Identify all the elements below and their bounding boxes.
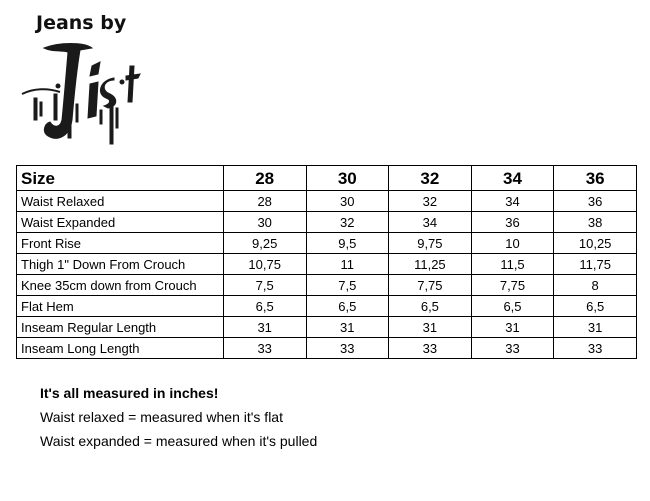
table-cell: 9,5 xyxy=(306,233,389,254)
table-cell: 7,75 xyxy=(389,275,472,296)
table-cell: 6,5 xyxy=(223,296,306,317)
table-header-row xyxy=(17,166,637,191)
table-cell: 34 xyxy=(471,191,554,212)
size-chart-table xyxy=(16,165,637,359)
table-cell: 6,5 xyxy=(306,296,389,317)
table-cell: 32 xyxy=(306,212,389,233)
table-cell: 34 xyxy=(389,212,472,233)
table-cell: 31 xyxy=(554,317,637,338)
row-label: Inseam Long Length xyxy=(17,338,224,359)
table-cell: 33 xyxy=(389,338,472,359)
table-row xyxy=(17,296,637,317)
table-row xyxy=(17,275,637,296)
table-cell: 31 xyxy=(389,317,472,338)
table-row xyxy=(17,338,637,359)
row-label: Waist Expanded xyxy=(17,212,224,233)
table-cell: 7,5 xyxy=(223,275,306,296)
table-cell: 38 xyxy=(554,212,637,233)
header-size-30: 30 xyxy=(306,166,389,191)
header-size-28: 28 xyxy=(223,166,306,191)
table-cell: 10 xyxy=(471,233,554,254)
notes-heading: It's all measured in inches! xyxy=(40,385,219,401)
table-cell: 10,25 xyxy=(554,233,637,254)
table-cell: 9,25 xyxy=(223,233,306,254)
row-label: Front Rise xyxy=(17,233,224,254)
row-label: Flat Hem xyxy=(17,296,224,317)
table-cell: 6,5 xyxy=(554,296,637,317)
table-cell: 33 xyxy=(554,338,637,359)
table-cell: 33 xyxy=(471,338,554,359)
row-label: Thigh 1" Down From Crouch xyxy=(17,254,224,275)
table-cell: 11,75 xyxy=(554,254,637,275)
measurement-notes xyxy=(40,381,317,453)
header-size-34: 34 xyxy=(471,166,554,191)
table-cell: 36 xyxy=(554,191,637,212)
table-cell: 31 xyxy=(223,317,306,338)
table-cell: 11 xyxy=(306,254,389,275)
table-cell: 33 xyxy=(223,338,306,359)
table-cell: 11,25 xyxy=(389,254,472,275)
table-row xyxy=(17,317,637,338)
note-waist-expanded: Waist expanded = measured when it's pulled xyxy=(40,433,318,449)
row-label: Inseam Regular Length xyxy=(17,317,224,338)
table-cell: 8 xyxy=(554,275,637,296)
table-cell: 11,5 xyxy=(471,254,554,275)
table-row xyxy=(17,212,637,233)
header-size-label: Size xyxy=(17,166,224,191)
table-cell: 30 xyxy=(223,212,306,233)
table-cell: 10,75 xyxy=(223,254,306,275)
table-row xyxy=(17,233,637,254)
table-row xyxy=(17,254,637,275)
note-waist-relaxed: Waist relaxed = measured when it's flat xyxy=(40,409,283,425)
table-cell: 33 xyxy=(306,338,389,359)
table-cell: 7,5 xyxy=(306,275,389,296)
table-cell: 31 xyxy=(471,317,554,338)
table-cell: 9,75 xyxy=(389,233,472,254)
row-label: Waist Relaxed xyxy=(17,191,224,212)
table-cell: 28 xyxy=(223,191,306,212)
logo-brand-text: Jeans by xyxy=(36,12,127,34)
table-cell: 36 xyxy=(471,212,554,233)
table-cell: 32 xyxy=(389,191,472,212)
table-cell: 6,5 xyxy=(389,296,472,317)
header-size-36: 36 xyxy=(554,166,637,191)
table-cell: 31 xyxy=(306,317,389,338)
jis-script-logo xyxy=(14,36,154,151)
table-cell: 30 xyxy=(306,191,389,212)
table-row xyxy=(17,191,637,212)
row-label: Knee 35cm down from Crouch xyxy=(17,275,224,296)
header-size-32: 32 xyxy=(389,166,472,191)
table-cell: 6,5 xyxy=(471,296,554,317)
table-cell: 7,75 xyxy=(471,275,554,296)
brand-logo xyxy=(14,6,154,146)
